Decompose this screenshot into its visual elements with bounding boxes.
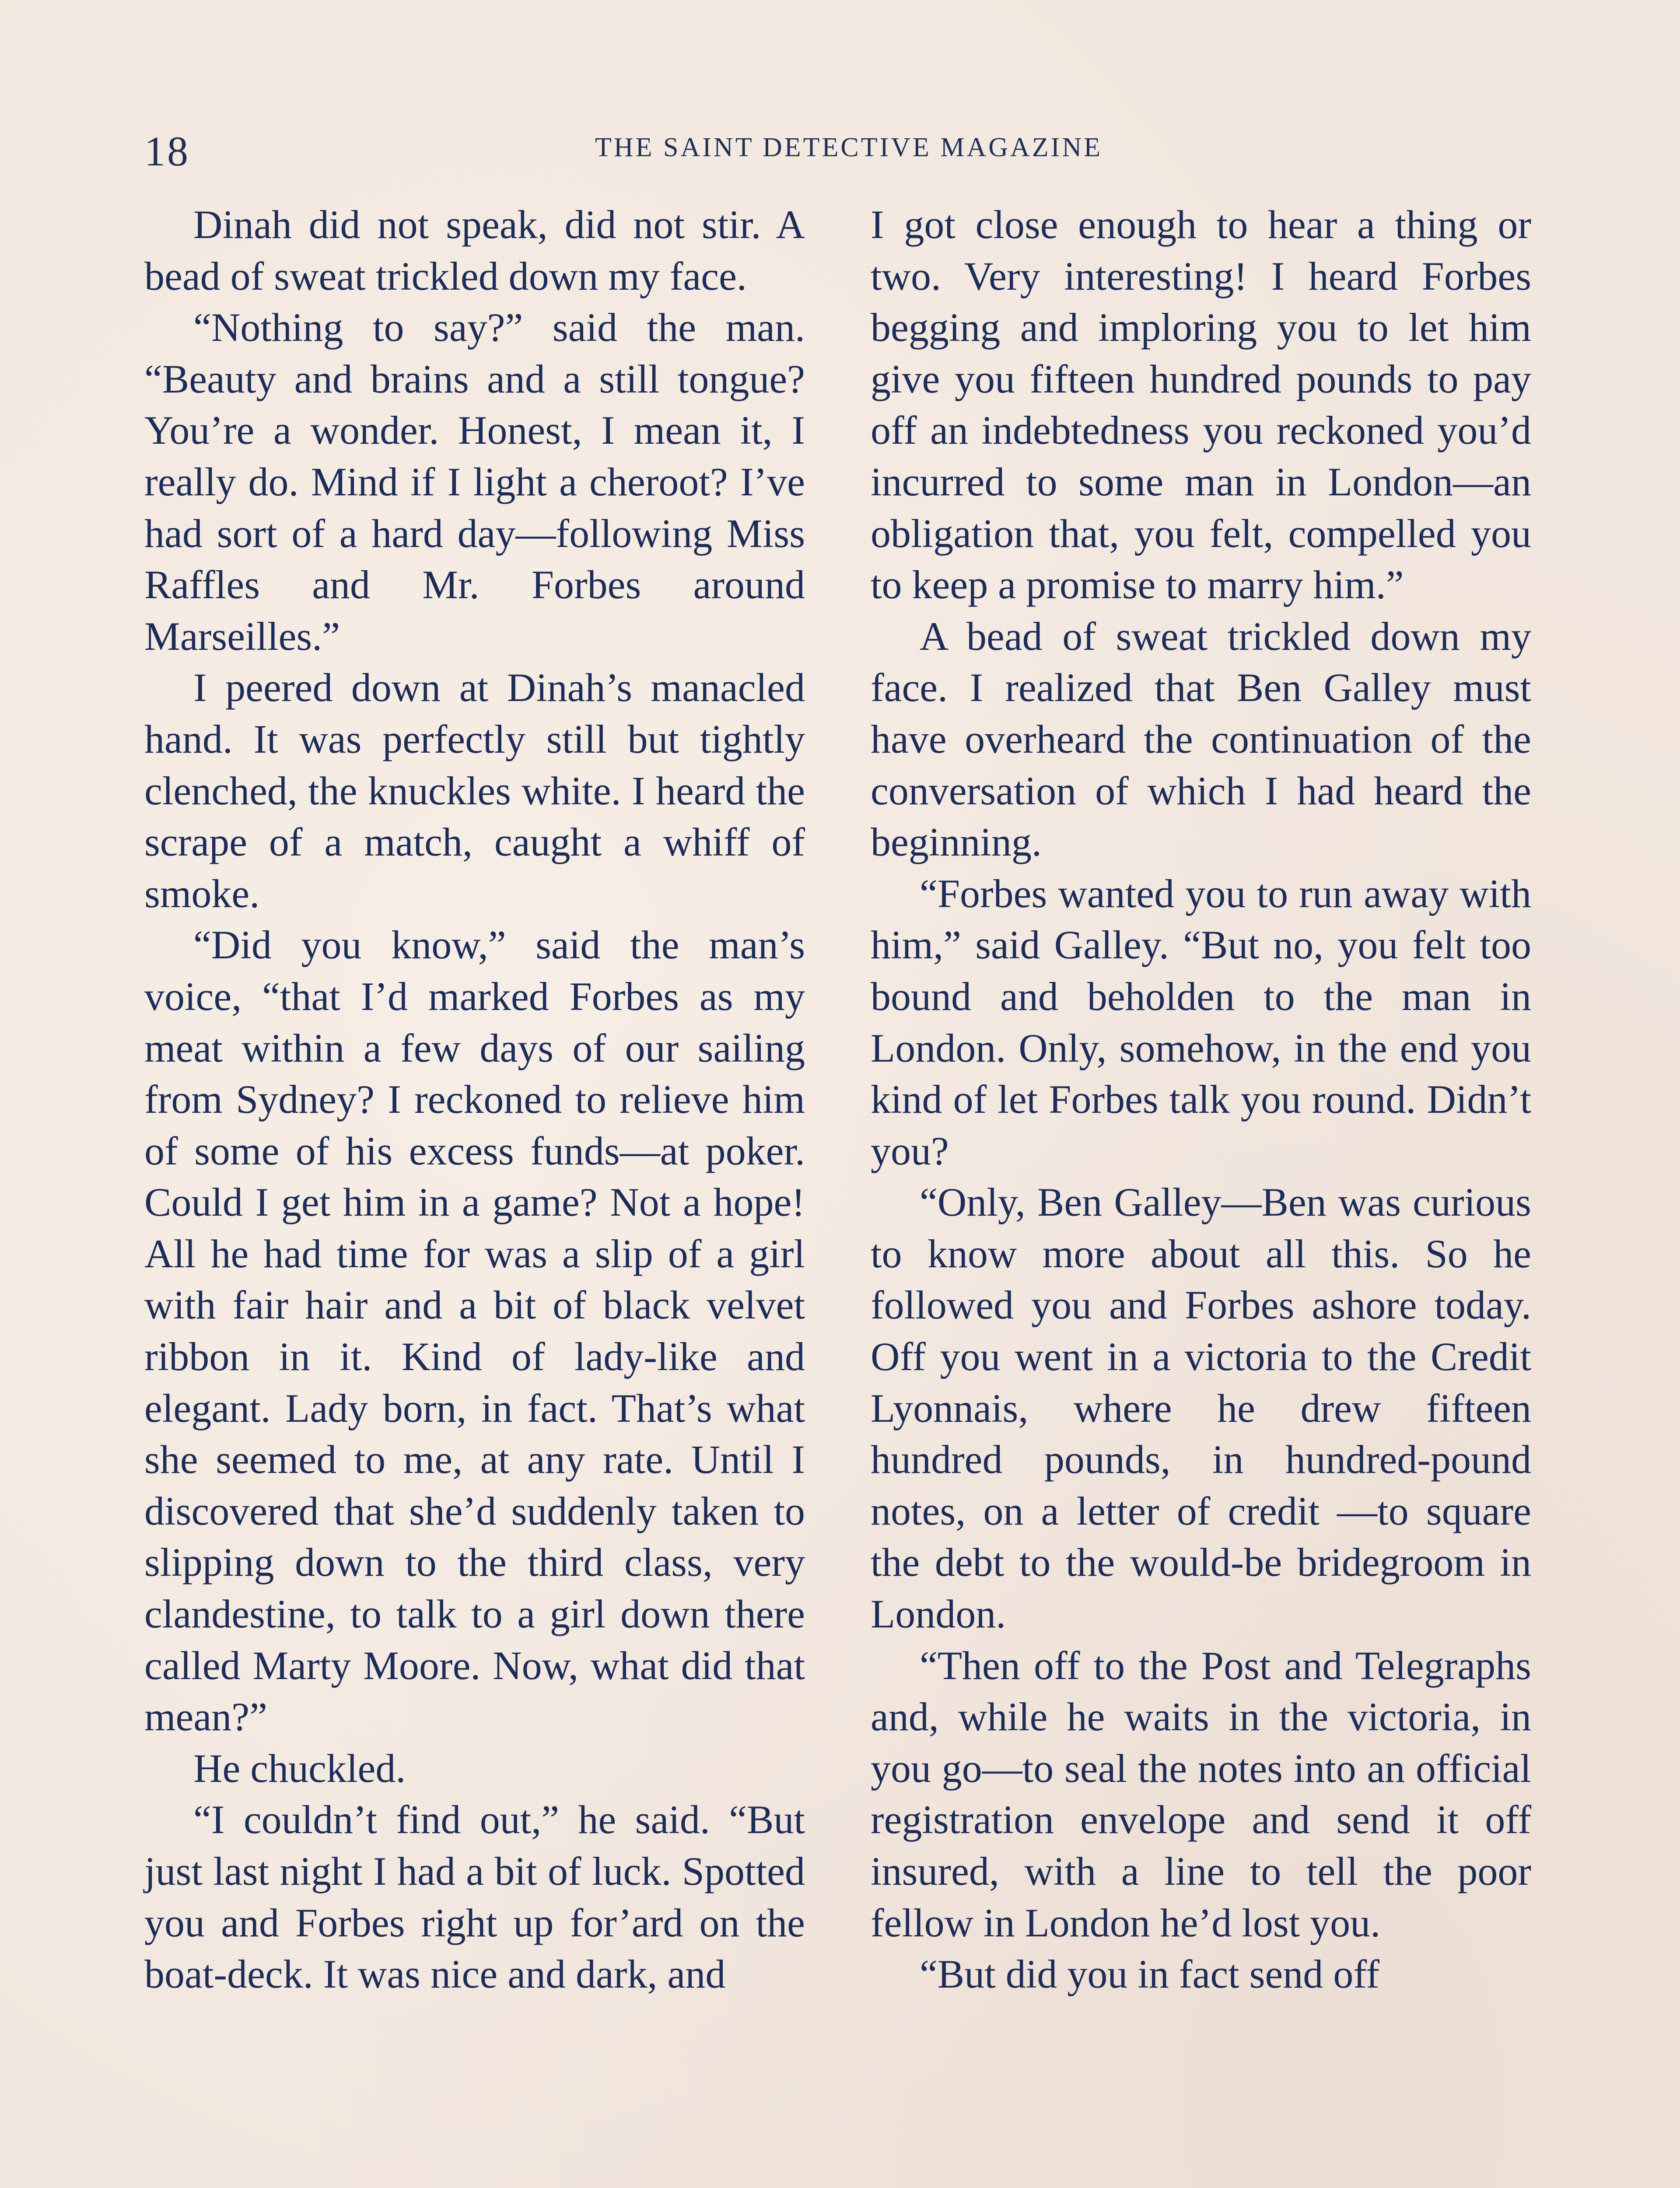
left-column: [144, 199, 805, 2000]
paragraph-continued: I got close enough to hear a thing or two. Very interesting! I heard Forbes begging and imploring you to let him give you fifteen hundred pounds to pay off an indebtedness you reckoned you’d incurred to some man in London—an obligation that, you felt, compelled you to keep a promise to marry him.”: [871, 202, 1531, 607]
paragraph: “Only, Ben Galley—Ben was curious to know more about all this. So he followed you and Forbes ashore today. Off you went in a victoria to the Credit Lyonnais, where he drew fifteen hundred pounds, in hundred-pound notes, on a letter of credit —to square the debt to the would-be bridegroom in London.: [871, 1180, 1531, 1637]
paragraph: He chuckled.: [193, 1746, 406, 1791]
paragraph: I peered down at Dinah’s manacled hand. It was perfectly still but tightly clenched, the knuckles white. I heard the scrape of a match, caught a whiff of smoke.: [144, 665, 805, 916]
paragraph: “Did you know,” said the man’s voice, “that I’d marked Forbes as my meat within a few days of our sailing from Sydney? I reckoned to relieve him of some of his excess funds—at poker. Could I get him in a game? Not a hope! All he had time for was a slip of a girl with fair hair and a bit of black velvet ribbon in it. Kind of lady-like and elegant. Lady born, in fact. That’s what she seemed to me, at any rate. Until I discovered that she’d suddenly taken to slipping down to the third class, very clandestine, to talk to a girl down there called Marty Moore. Now, what did that mean?”: [144, 922, 805, 1739]
running-title: THE SAINT DETECTIVE MAGAZINE: [595, 133, 1102, 162]
paragraph: A bead of sweat trickled down my face. I realized that Ben Galley must have overheard the continuation of the conversation of which I had heard the beginning.: [871, 614, 1531, 865]
paragraph: “I couldn’t find out,” he said. “But just last night I had a bit of luck. Spotted you and Forbes right up for’ard on the boat-deck. It was nice and dark, and: [144, 1797, 805, 1997]
paragraph: “Then off to the Post and Telegraphs and, while he waits in the victoria, in you go—to seal the notes into an official registration envelope and send it off insured, with a line to tell the poor fellow in London he’d lost you.: [871, 1643, 1531, 1945]
page-number: 18: [144, 128, 190, 175]
right-column: [871, 199, 1531, 2000]
paragraph: “But did you in fact send off: [920, 1952, 1379, 1997]
paragraph: “Forbes wanted you to run away with him,” said Galley. “But no, you felt too bound and beholden to the man in London. Only, somehow, in the end you kind of let Forbes talk you round. Didn’t you?: [871, 871, 1531, 1173]
paragraph: Dinah did not speak, did not stir. A bead of sweat trickled down my face.: [144, 202, 805, 298]
paragraph: “Nothing to say?” said the man. “Beauty and brains and a still tongue? You’re a wonder. Honest, I mean it, I really do. Mind if I light a cheroot? I’ve had sort of a hard day—following Miss Raffles and Mr. Forbes around Marseilles.”: [144, 305, 805, 659]
page-header: [144, 127, 1536, 179]
